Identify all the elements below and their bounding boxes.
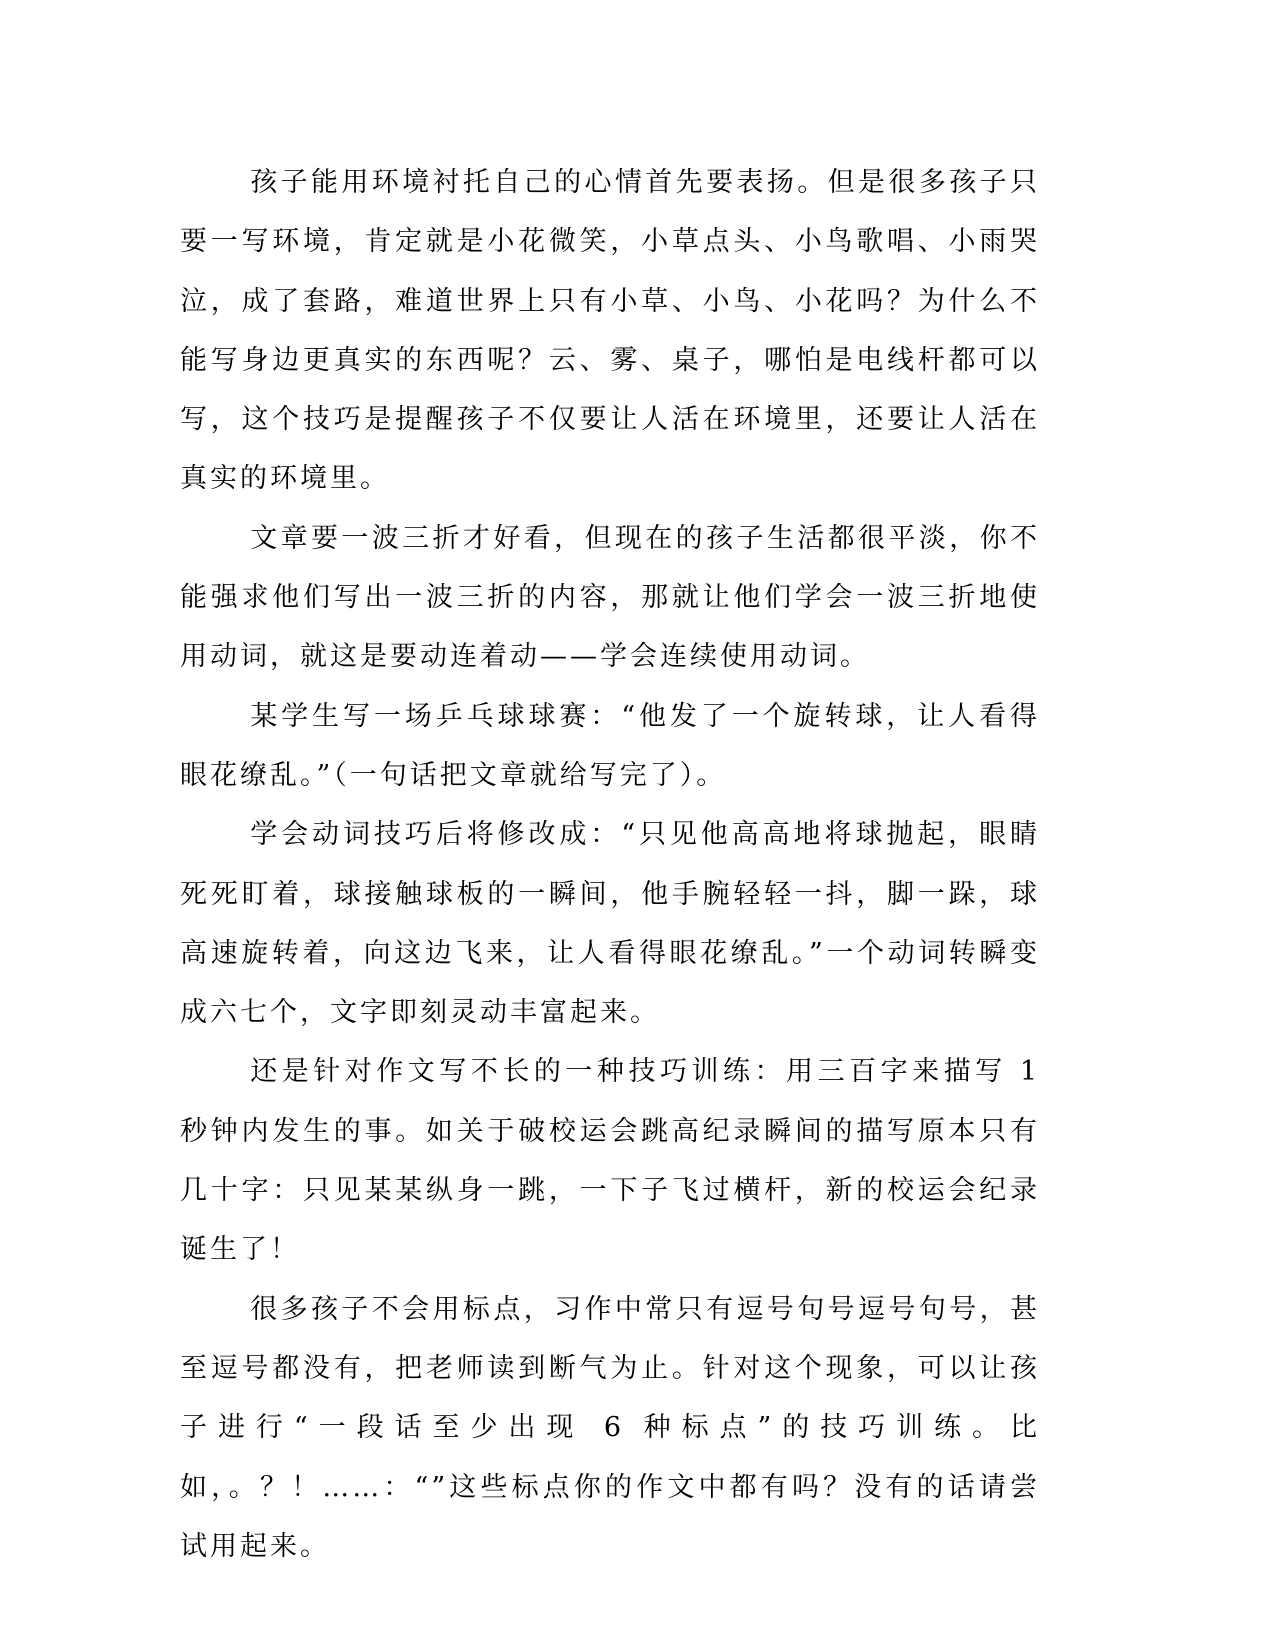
document-body — [180, 153, 1040, 1576]
paragraph: 某学生写一场乒乓球球赛：“他发了一个旋转球，让人看得眼花缭乱。”（一句话把文章就给写完了）。 — [180, 700, 1040, 791]
paragraph: 学会动词技巧后将修改成：“只见他高高地将球抛起，眼睛死死盯着，球接触球板的一瞬间，他手腕轻轻一抖，脚一跺，球高速旋转着，向这边飞来，让人看得眼花缭乱。”一个动词转瞬变成六七个，文字即刻灵动丰富起来。 — [180, 819, 1040, 1029]
paragraph: 很多孩子不会用标点，习作中常只有逗号句号逗号句号，甚至逗号都没有，把老师读到断气为止。针对这个现象，可以让孩子进行“一段话至少出现 6 种标点”的技巧训练。比如，。？！……：“”这些标点你的作文中都有吗？没有的话请尝试用起来。 — [180, 1293, 1040, 1562]
paragraph: 文章要一波三折才好看，但现在的孩子生活都很平淡，你不能强求他们写出一波三折的内容，那就让他们学会一波三折地使用动词，就这是要动连着动——学会连续使用动词。 — [180, 522, 1040, 673]
paragraph: 孩子能用环境衬托自己的心情首先要表扬。但是很多孩子只要一写环境，肯定就是小花微笑，小草点头、小鸟歌唱、小雨哭泣，成了套路，难道世界上只有小草、小鸟、小花吗？为什么不能写身边更真实的东西呢？云、雾、桌子，哪怕是电线杆都可以写，这个技巧是提醒孩子不仅要让人活在环境里，还要让人活在真实的环境里。 — [180, 167, 1040, 495]
paragraph: 还是针对作文写不长的一种技巧训练：用三百字来描写 1 秒钟内发生的事。如关于破校运会跳高纪录瞬间的描写原本只有几十字：只见某某纵身一跳，一下子飞过横杆，新的校运会纪录诞生了！ — [180, 1056, 1040, 1266]
